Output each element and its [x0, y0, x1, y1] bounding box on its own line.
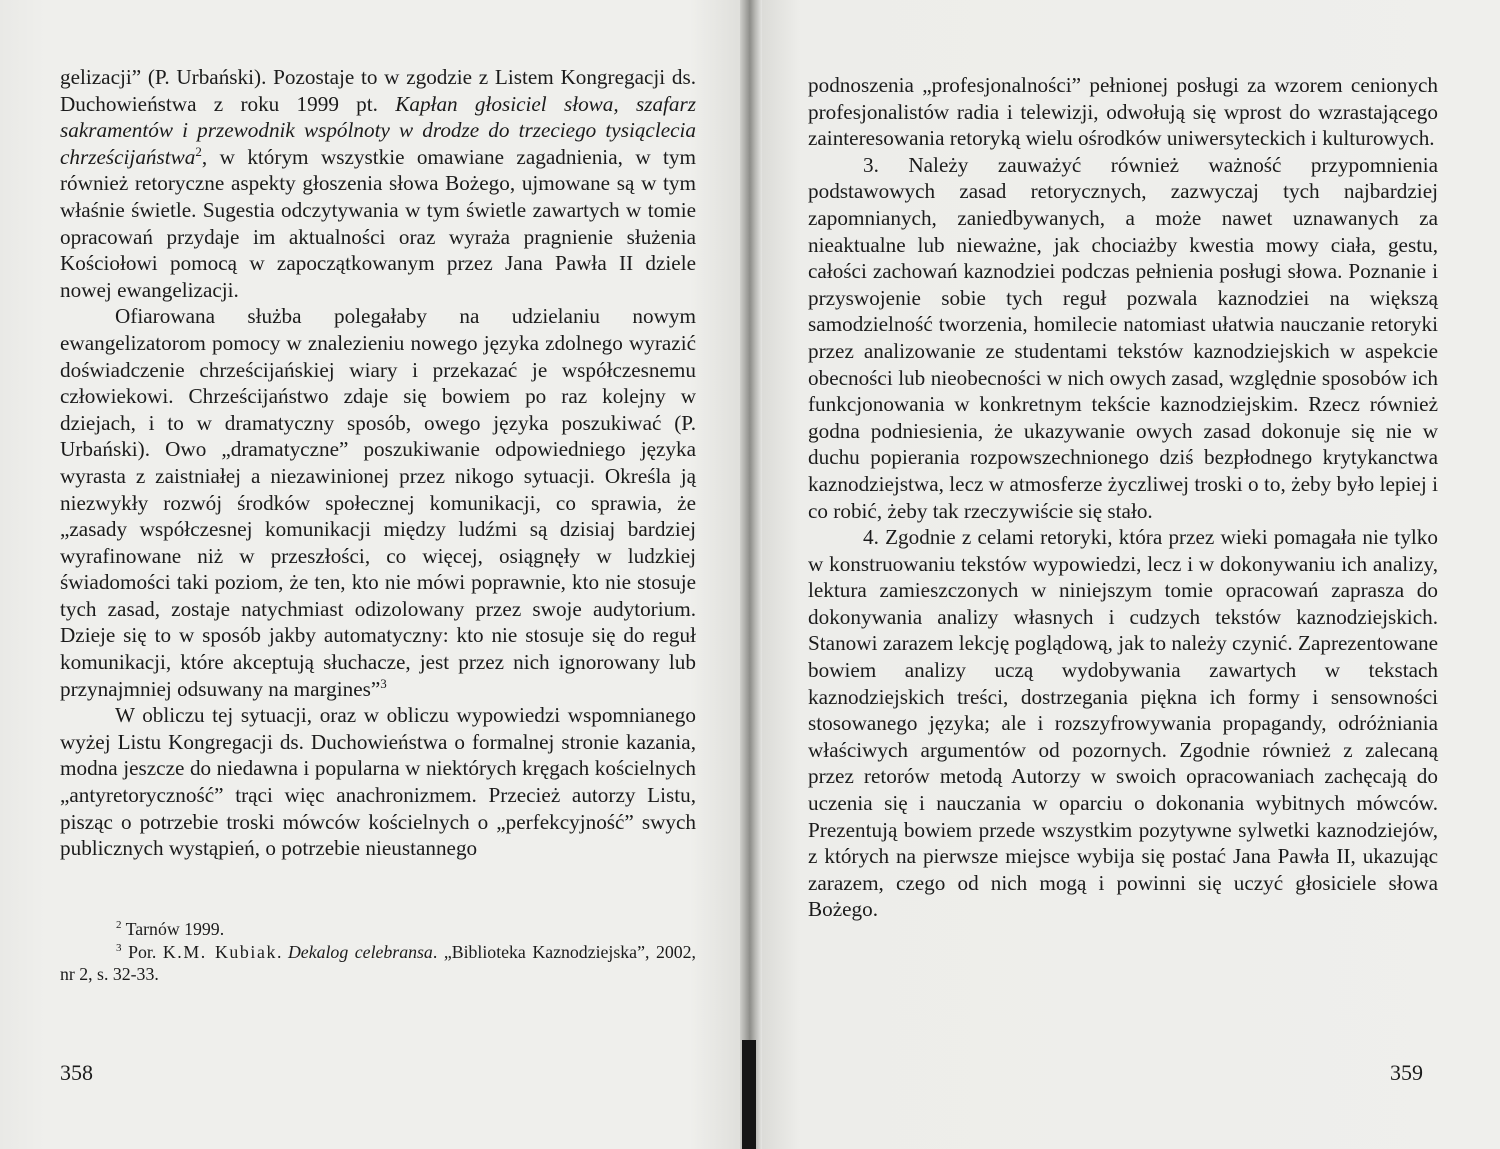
- footnotes: [60, 918, 696, 986]
- right-page-body: [808, 72, 1438, 923]
- footnote-2: $^2$ Tarnów 1999.: [116, 919, 225, 939]
- footnote-ref[interactable]: 3: [380, 675, 387, 691]
- paragraph: W obliczu tej sytuacji, oraz w obliczu wypowiedzi wspomnianego wyżej Listu Kongregacji ds. Duchowieństwa o formalnej stronie kazania, modna jeszcze do niedawna i popularna w niektórych kręgach kościelnych „antyretoryczność” trąci więc anachronizmem. Przecież autorzy Listu, pisząc o potrzebie troski mówców kościelnych o „perfekcyjność” swych publicznych wystąpień, o potrzebie nieustannego: [60, 703, 696, 861]
- spine-shadow: [742, 1040, 756, 1149]
- footnote-mark: 3: [116, 941, 122, 954]
- author-name: K.M. Kubiak: [162, 941, 277, 962]
- paragraph: podnoszenia „profesjonalności” pełnionej posługi za wzorem cenionych profesjonalistów radia i telewizji, odwołują się wprost do wzrastającego zainteresowania retoryką wielu ośrodków uniwersyteckich i kulturowych.: [808, 73, 1438, 151]
- footnote-ref[interactable]: 2: [195, 143, 202, 159]
- left-page-body: [60, 64, 696, 862]
- page-number: 358: [60, 1060, 93, 1085]
- document-title: Kapłan głosiciel słowa, szafarz sakramentów i przewodnik wspólnoty w drodze do trzeciego tysiąclecia chrześcijaństwa: [60, 91, 697, 169]
- footnote-mark: 2: [116, 919, 122, 931]
- paragraph: gelizacji” (P. Urbański). Pozostaje to w zgodzie z Listem Kongregacji ds. Duchowieństwa z roku 1999 pt. Kapłan głosiciel słowa, szafarz sakramentów i przewodnik wspólnoty w drodze do trzeciego tysiąclecia chrześcijaństwa$^2$, w którym wszystkie omawiane zagadnienia, w tym również retoryczne aspekty głoszenia słowa Bożego, ujmowane są w tym właśnie świetle. Sugestia odczytywania w tym świetle zawartych w tomie opracowań przydaje im aktualności oraz wyraża pragnienie służenia Kościołowi pomocą w zapoczątkowanym przez Jana Pawła II dziele nowej ewangelizacji.: [60, 65, 697, 302]
- work-title: Dekalog celebransa: [287, 941, 433, 962]
- footnote-3: $^3$ Por. K.M. Kubiak. Dekalog celebransa. „Biblioteka Kaznodziejska”, 2002, nr 2, s. 32-33.: [60, 941, 696, 984]
- paragraph: 3. Należy zauważyć również ważność przypomnienia podstawowych zasad retorycznych, zazwyczaj tych najbardziej zapomnianych, zaniedbywanych, a może nawet uznawanych za nieaktualne lub nieważne, jak chociażby kwestia mowy ciała, gestu, całości zachowań kaznodziei podczas pełnienia posługi słowa. Poznanie i przyswojenie sobie tych reguł pozwala kaznodziei na większą samodzielność tworzenia, homilecie natomiast ułatwia nauczanie retoryki przez analizowanie ze studentami tekstów kaznodziejskich w aspekcie obecności lub nieobecności w nich owych zasad, względnie sposobów ich funkcjonowania w konkretnym tekście kaznodziejskim. Rzecz również godna podniesienia, że ukazywanie owych zasad dokonuje się nie w duchu popierania rozpowszechnionego dziś bezpłodnego krytykanctwa kaznodziejstwa, lecz w atmosferze życzliwej troski o to, żeby było lepiej i co robić, żeby tak rzeczywiście się stało.: [808, 152, 1438, 523]
- book-gutter: [740, 0, 762, 1149]
- paragraph: 4. Zgodnie z celami retoryki, która przez wieki pomagała nie tylko w konstruowaniu tekstów wypowiedzi, lecz i w dokonywaniu ich analizy, lektura zamieszczonych w niniejszym tomie opracowań zaprasza do dokonywania analizy własnych i cudzych tekstów kaznodziejskich. Stanowi zarazem lekcję poglądową, jak to należy czynić. Zaprezentowane bowiem analizy uczą wydobywania zawartych w tekstach kaznodziejskich treści, dostrzegania piękna ich formy i sensowności stosowanego języka; ale i rozszyfrowywania propagandy, odróżniania właściwych argumentów od pozornych. Zgodnie również z zalecaną przez retorów metodą Autorzy w swoich opracowaniach zachęcają do uczenia się i nauczania w oparciu o dokonania wybitnych mówców. Prezentują bowiem przede wszystkim pozytywne sylwetki kaznodziejów, z których na pierwsze miejsce wybija się postać Jana Pawła II, ukazując zarazem, czego od nich mogą i powinni się uczyć głosiciele słowa Bożego.: [808, 525, 1438, 922]
- right-page: [756, 0, 1500, 1149]
- paragraph: Ofiarowana służba polegałaby na udzielaniu nowym ewangelizatorom pomocy w znalezieniu nowego języka zdolnego wyrazić doświadczenie chrześcijańskiej wiary i przekazać je współczesnemu człowiekowi. Chrześcijaństwo zdaje się bowiem po raz kolejny w dziejach, i to w dramatyczny sposób, owego języka poszukiwać (P. Urbański). Owo „dramatyczne” poszukiwanie odpowiedniego języka wyrasta z zaistniałej a niezawinionej przez nikogo sytuacji. Określa ją niezwykły rozwój środków społecznej komunikacji, co sprawia, że „zasady współczesnej komunikacji między ludźmi są dzisiaj bardziej wyrafinowane niż w przeszłości, co więcej, osiągnęły w ludzkiej świadomości taki poziom, że ten, kto nie mówi poprawnie, kto nie stosuje tych zasad, zostaje natychmiast odizolowany przez swoje audytorium. Dzieje się to w sposób jakby automatyczny: kto nie stosuje się do reguł komunikacji, które akceptują słuchacze, jest przez nich ignorowany lub przynajmniej odsuwany na margines”$^3$: [60, 304, 696, 701]
- page-number: 359: [1390, 1060, 1423, 1085]
